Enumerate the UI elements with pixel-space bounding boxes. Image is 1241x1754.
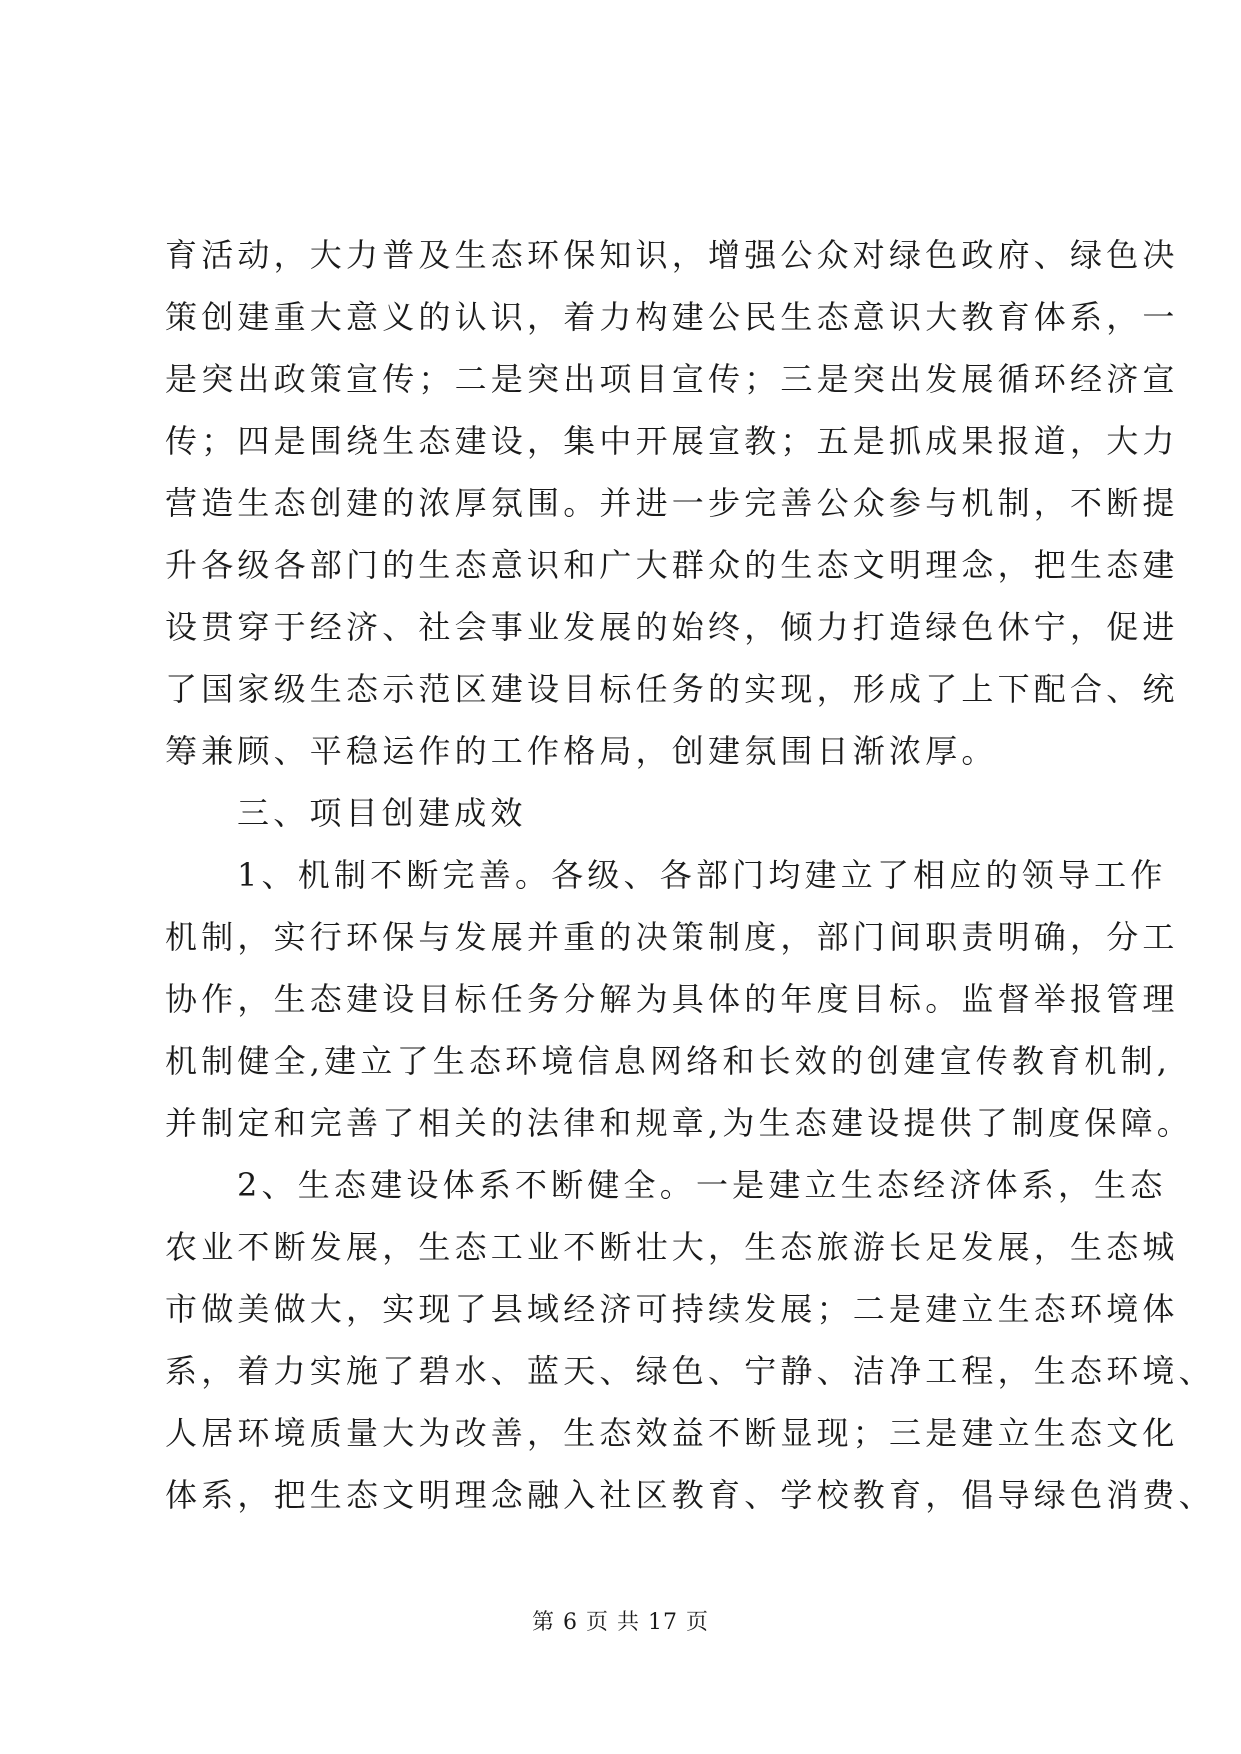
body-text-line: 筹兼顾、平稳运作的工作格局，创建氛围日渐浓厚。 bbox=[165, 732, 998, 770]
body-text-line: 策创建重大意义的认识，着力构建公民生态意识大教育体系，一 bbox=[165, 298, 1179, 336]
body-text-line: 系，着力实施了碧水、蓝天、绿色、宁静、洁净工程，生态环境、 bbox=[165, 1352, 1215, 1390]
body-text-line: 营造生态创建的浓厚氛围。并进一步完善公众参与机制，不断提 bbox=[165, 484, 1179, 522]
body-text-line: 体系，把生态文明理念融入社区教育、学校教育，倡导绿色消费、 bbox=[165, 1476, 1215, 1514]
body-text-line: 传；四是围绕生态建设，集中开展宣教；五是抓成果报道，大力 bbox=[165, 422, 1179, 460]
section-heading: 三、项目创建成效 bbox=[237, 794, 527, 832]
body-text-line: 是突出政策宣传；二是突出项目宣传；三是突出发展循环经济宣 bbox=[165, 360, 1179, 398]
body-text-line: 并制定和完善了相关的法律和规章,为生态建设提供了制度保障。 bbox=[165, 1104, 1193, 1142]
body-text-line: 机制健全,建立了生态环境信息网络和长效的创建宣传教育机制, bbox=[165, 1042, 1172, 1080]
body-text-line: 机制，实行环保与发展并重的决策制度，部门间职责明确，分工 bbox=[165, 918, 1179, 956]
body-text-line: 农业不断发展，生态工业不断壮大，生态旅游长足发展，生态城 bbox=[165, 1228, 1179, 1266]
body-text-line: 协作，生态建设目标任务分解为具体的年度目标。监督举报管理 bbox=[165, 980, 1179, 1018]
body-text-line: 2、生态建设体系不断健全。一是建立生态经济体系，生态 bbox=[237, 1166, 1167, 1204]
body-text-line: 市做美做大，实现了县域经济可持续发展；二是建立生态环境体 bbox=[165, 1290, 1179, 1328]
page-footer: 第 6 页 共 17 页 bbox=[532, 1610, 709, 1635]
body-text-line: 了国家级生态示范区建设目标任务的实现，形成了上下配合、统 bbox=[165, 670, 1179, 708]
body-text-line: 人居环境质量大为改善，生态效益不断显现；三是建立生态文化 bbox=[165, 1414, 1179, 1452]
body-text-line: 1、机制不断完善。各级、各部门均建立了相应的领导工作 bbox=[237, 856, 1167, 894]
body-text-line: 升各级各部门的生态意识和广大群众的生态文明理念，把生态建 bbox=[165, 546, 1179, 584]
body-text-line: 育活动，大力普及生态环保知识，增强公众对绿色政府、绿色决 bbox=[165, 236, 1179, 274]
body-text-line: 设贯穿于经济、社会事业发展的始终，倾力打造绿色休宁，促进 bbox=[165, 608, 1179, 646]
